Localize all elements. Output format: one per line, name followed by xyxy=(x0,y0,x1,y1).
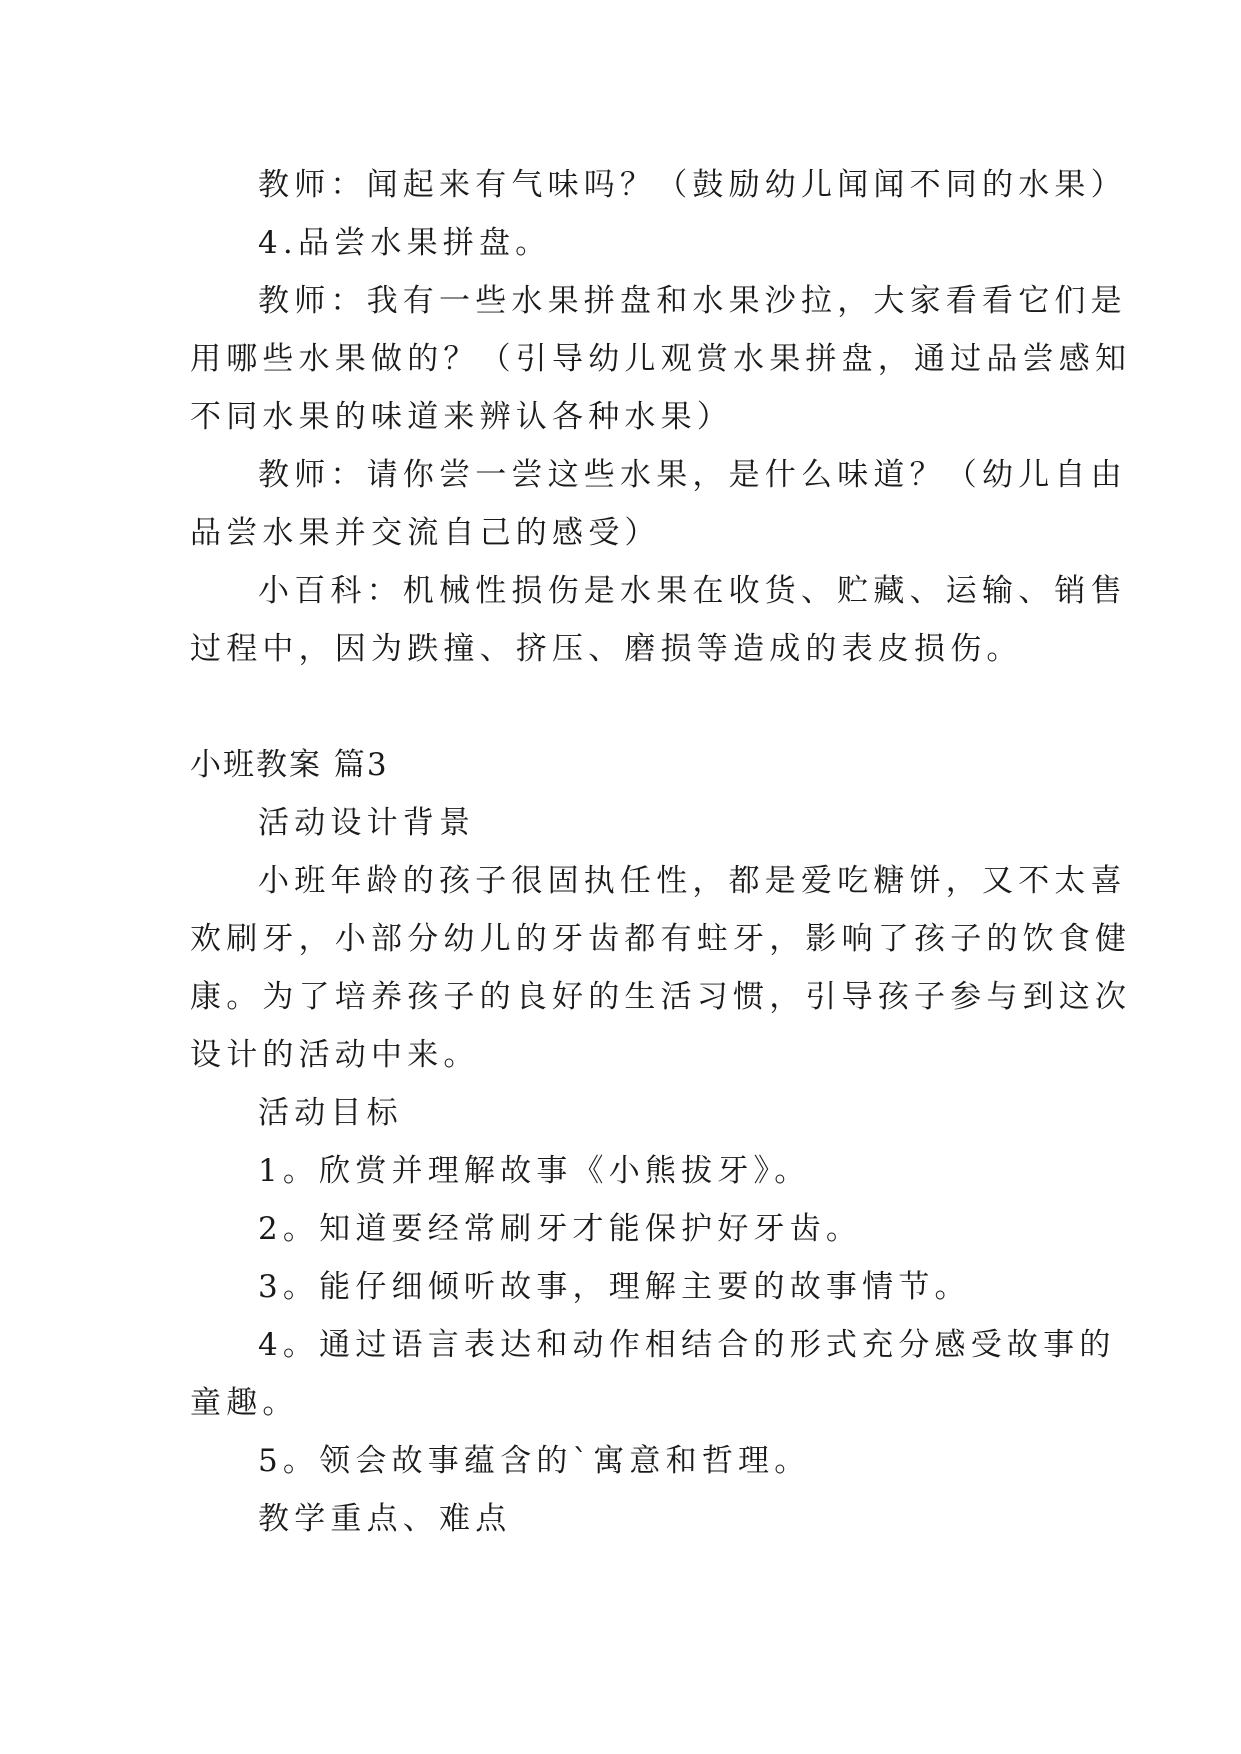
subheading: 活动设计背景 xyxy=(258,805,476,841)
paragraph-line: 康。为了培养孩子的良好的生活习惯，引导孩子参与到这次 xyxy=(190,979,1132,1015)
paragraph-line: 教师：请你尝一尝这些水果，是什么味道？（幼儿自由 xyxy=(258,457,1127,493)
paragraph-line: 欢刷牙，小部分幼儿的牙齿都有蛀牙，影响了孩子的饮食健 xyxy=(190,921,1132,957)
list-item: 4。通过语言表达和动作相结合的形式充分感受故事的 xyxy=(258,1327,1116,1363)
paragraph-line: 小百科：机械性损伤是水果在收货、贮藏、运输、销售 xyxy=(258,573,1127,609)
paragraph-line: 教师：我有一些水果拼盘和水果沙拉，大家看看它们是 xyxy=(258,283,1127,319)
paragraph-line: 过程中，因为跌撞、挤压、磨损等造成的表皮损伤。 xyxy=(190,631,1023,667)
paragraph-line: 教师：闻起来有气味吗？（鼓励幼儿闻闻不同的水果） xyxy=(258,167,1127,203)
list-item: 3。能仔细倾听故事，理解主要的故事情节。 xyxy=(258,1269,971,1305)
subheading: 教学重点、难点 xyxy=(258,1501,512,1537)
paragraph-line: 品尝水果并交流自己的感受） xyxy=(190,515,661,551)
list-item: 5。领会故事蕴含的`寓意和哲理。 xyxy=(258,1443,811,1479)
list-item: 2。知道要经常刷牙才能保护好牙齿。 xyxy=(258,1211,863,1247)
list-item-continuation: 童趣。 xyxy=(190,1385,299,1421)
list-item: 4.品尝水果拼盘。 xyxy=(258,225,552,261)
paragraph-line: 用哪些水果做的？（引导幼儿观赏水果拼盘，通过品尝感知 xyxy=(190,341,1132,377)
paragraph-line: 设计的活动中来。 xyxy=(190,1037,480,1073)
paragraph-line: 小班年龄的孩子很固执任性，都是爱吃糖饼，又不太喜 xyxy=(258,863,1127,899)
subheading: 活动目标 xyxy=(258,1095,403,1131)
paragraph-line: 不同水果的味道来辨认各种水果） xyxy=(190,399,733,435)
list-item: 1。欣赏并理解故事《小熊拔牙》。 xyxy=(258,1153,811,1189)
section-title: 小班教案 篇3 xyxy=(190,747,389,783)
